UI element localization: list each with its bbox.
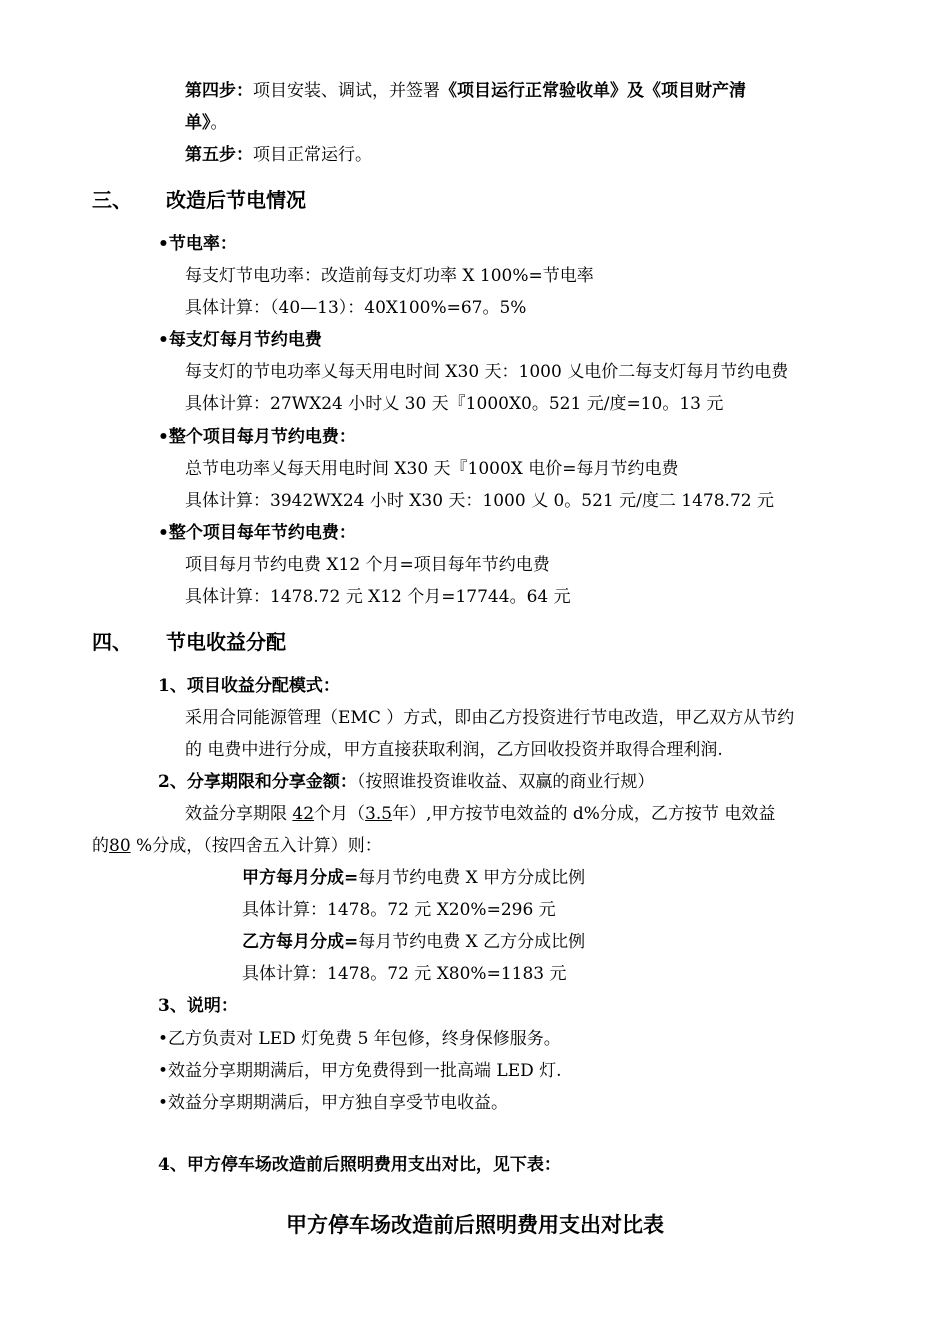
sec3-item4-head: •整个项目每年节约电费：: [158, 523, 356, 543]
sec3-item4-formula: 项目每月节约电费 X12 个月=项目每年节约电费: [185, 555, 550, 575]
yi-label: 乙方每月分成=: [242, 932, 359, 952]
step5-line: [185, 144, 372, 166]
sec4-title: 节电收益分配: [166, 630, 286, 654]
sec4-p3-bullet1: •乙方负责对 LED 灯免费 5 年包修，终身保修服务。: [158, 1029, 561, 1049]
sec4-p1-line1: 采用合同能源管理（EMC ）方式，即由乙方投资进行节电改造，甲乙双方从节约: [185, 708, 795, 728]
sec4-p3-head: 3、说明：: [158, 996, 238, 1016]
sec4-p4-head: 4、甲方停车场改造前后照明费用支出对比，见下表：: [158, 1155, 561, 1175]
step4-cont: 单》: [185, 113, 211, 133]
jia-formula: 每月节约电费 X 甲方分成比例: [358, 868, 586, 888]
step4-and: 及: [627, 81, 644, 101]
jia-calc: 具体计算：1478。72 元 X20%=296 元: [242, 900, 556, 920]
sec4-num: 四、: [92, 630, 132, 654]
sec4-p1-head: 1、项目收益分配模式：: [158, 676, 340, 696]
yi-formula-line: [242, 931, 585, 953]
step4-cont-line: [185, 112, 228, 134]
share-months-suffix: 个月（: [314, 804, 366, 824]
share-years: 3.5: [365, 804, 393, 824]
sec4-p2-line1: [185, 803, 775, 825]
step4-label: 第四步：: [185, 81, 253, 101]
sec3-item2-calc: 具体计算：27WX24 小时乂 30 天『1000X0。521 元/度=10。13 元: [185, 394, 724, 414]
step5-text: 项目正常运行。: [253, 145, 372, 165]
sec4-p1-line2: 的 电费中进行分成，甲方直接获取利润，乙方回收投资并取得合理利润.: [185, 740, 723, 760]
sec3-num: 三、: [92, 188, 132, 212]
sec4-p3-bullet3: •效益分享期期满后，甲方独自享受节电收益。: [158, 1093, 509, 1113]
sec3-title: 改造后节电情况: [166, 188, 306, 212]
step4-end: 。: [210, 113, 228, 133]
share-line2-prefix: 的: [92, 836, 109, 856]
share-line2-rest: %分成，（按四舍五入计算）则：: [130, 836, 382, 856]
step4-line: [185, 80, 746, 102]
jia-label: 甲方每月分成=: [242, 868, 359, 888]
sec4-p2-head: 2、分享期限和分享金额：: [158, 772, 357, 792]
share-period-prefix: 效益分享期限: [185, 804, 293, 824]
sec3-item3-head: •整个项目每月节约电费：: [158, 427, 356, 447]
jia-formula-line: [242, 867, 585, 889]
sec4-p2-line2: [92, 835, 382, 857]
step4-text: 项目安装、调试，并签署: [253, 81, 440, 101]
table-title: 甲方停车场改造前后照明费用支出对比表: [286, 1212, 664, 1237]
sec3-item2-head: •每支灯每月节约电费: [158, 330, 322, 350]
sec3-item3-formula: 总节电功率乂每天用电时间 X30 天『1000X 电价=每月节约电费: [185, 459, 679, 479]
sec3-item1-head: •节电率：: [158, 234, 237, 254]
sec4-p2-head-line: [158, 771, 654, 793]
sec3-item4-calc: 具体计算：1478.72 元 X12 个月=17744。64 元: [185, 587, 571, 607]
step4-doc1: 《项目运行正常验收单》: [440, 81, 627, 101]
step5-label: 第五步：: [185, 145, 253, 165]
share-pct: 80: [109, 836, 131, 856]
share-months: 42: [292, 804, 315, 824]
sec3-item2-formula: 每支灯的节电功率乂每天用电时间 X30 天：1000 乂电价二每支灯每月节约电费: [185, 362, 789, 382]
sec4-p2-note: （按照谁投资谁收益、双赢的商业行规）: [356, 772, 655, 792]
sec4-p3-bullet2: •效益分享期期满后，甲方免费得到一批高端 LED 灯.: [158, 1061, 562, 1081]
sec3-item1-calc: 具体计算：（40—13）：40X100%=67。5%: [185, 298, 527, 318]
yi-formula: 每月节约电费 X 乙方分成比例: [358, 932, 586, 952]
sec3-item3-calc: 具体计算：3942WX24 小时 X30 天：1000 乂 0。521 元/度二 1478.72 元: [185, 491, 774, 511]
step4-doc2: 《项目财产清: [644, 81, 746, 101]
share-line1-rest: 年）,甲方按节电效益的 d%分成，乙方按节 电效益: [392, 804, 776, 824]
yi-calc: 具体计算：1478。72 元 X80%=1183 元: [242, 964, 567, 984]
sec3-item1-formula: 每支灯节电功率：改造前每支灯功率 X 100%=节电率: [185, 266, 594, 286]
